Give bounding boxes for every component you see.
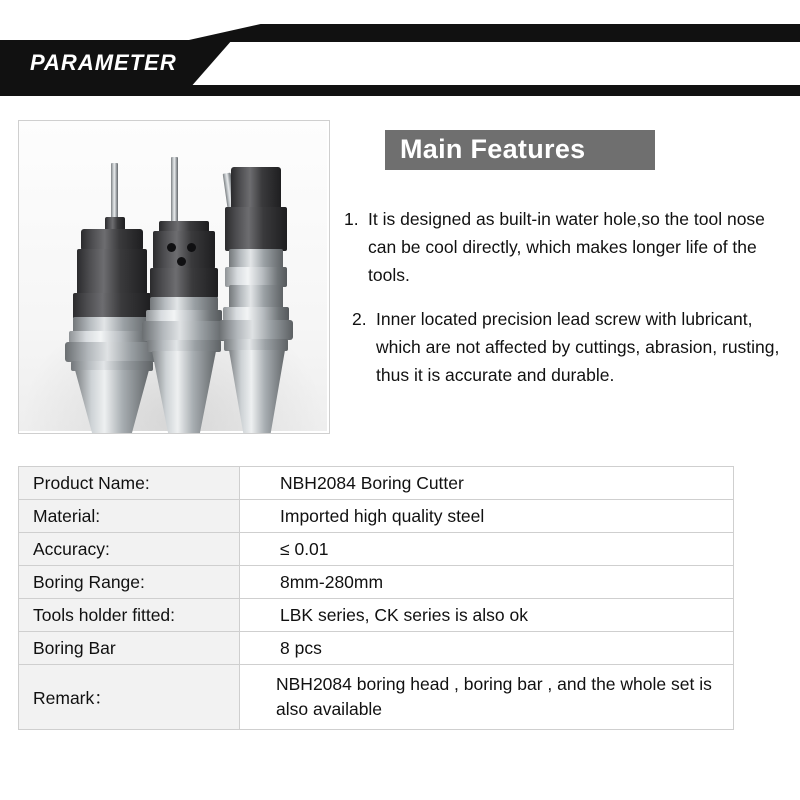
banner-bottom-bar bbox=[0, 85, 800, 96]
specification-table bbox=[18, 466, 734, 730]
spec-value: LBK series, CK series is also ok bbox=[240, 599, 734, 632]
spec-label: Material: bbox=[19, 500, 240, 533]
spec-label: Boring Range: bbox=[19, 566, 240, 599]
bottom-clip-mask bbox=[0, 737, 800, 800]
table-row bbox=[19, 533, 734, 566]
spec-label: Tools holder fitted: bbox=[19, 599, 240, 632]
table-row bbox=[19, 599, 734, 632]
spec-value: ≤ 0.01 bbox=[240, 533, 734, 566]
feature-text: Inner located precision lead screw with lubricant, which are not affected by cuttings, abrasion, rusting, thus it is accurate and durable. bbox=[376, 309, 780, 385]
table-row bbox=[19, 566, 734, 599]
header-banner bbox=[0, 24, 800, 88]
features-heading: Main Features bbox=[400, 134, 586, 164]
feature-item bbox=[344, 305, 796, 389]
feature-number: 1. bbox=[344, 209, 359, 229]
banner-top-stripe bbox=[180, 24, 800, 42]
table-row bbox=[19, 665, 734, 730]
table-row bbox=[19, 467, 734, 500]
spec-value: 8mm-280mm bbox=[240, 566, 734, 599]
spec-label: Accuracy: bbox=[19, 533, 240, 566]
feature-number: 2. bbox=[352, 309, 367, 329]
spec-label: Product Name: bbox=[19, 467, 240, 500]
product-photo bbox=[19, 121, 327, 431]
table-row bbox=[19, 500, 734, 533]
feature-text: It is designed as built-in water hole,so the tool nose can be cool directly, which makes longer life of the tools. bbox=[368, 209, 765, 285]
table-row bbox=[19, 632, 734, 665]
spec-label: Remark： bbox=[19, 665, 240, 730]
product-image-panel bbox=[18, 120, 330, 434]
feature-item bbox=[344, 205, 796, 289]
spec-value: NBH2084 Boring Cutter bbox=[240, 467, 734, 500]
features-list bbox=[344, 205, 796, 405]
spec-value: NBH2084 boring head , boring bar , and the whole set is also available bbox=[240, 665, 734, 730]
spec-value: Imported high quality steel bbox=[240, 500, 734, 533]
spec-value: 8 pcs bbox=[240, 632, 734, 665]
page-title: PARAMETER bbox=[30, 50, 177, 75]
spec-label: Boring Bar bbox=[19, 632, 240, 665]
